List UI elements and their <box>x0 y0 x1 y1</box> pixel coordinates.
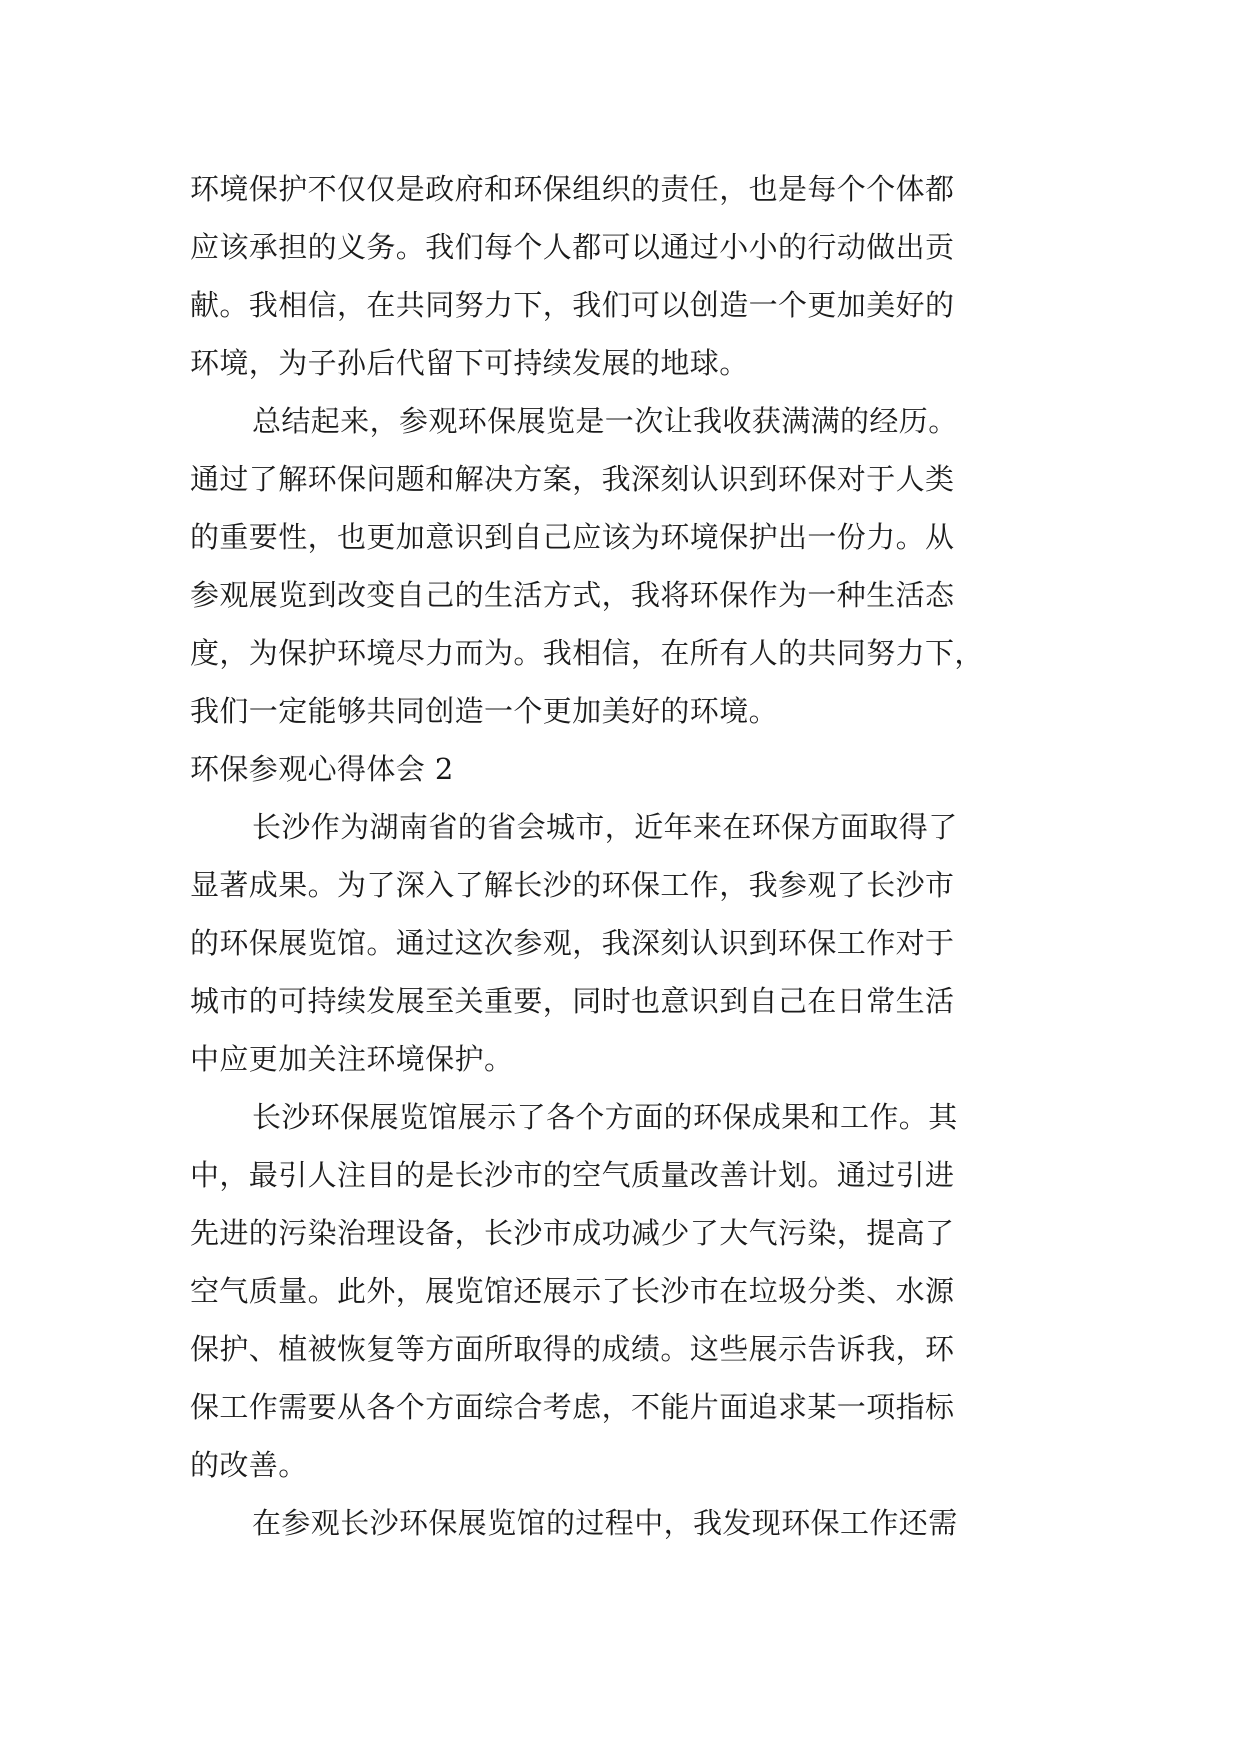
document-body <box>190 160 1050 1552</box>
section-heading: 环保参观心得体会 2 <box>190 752 454 786</box>
text-line: 城市的可持续发展至关重要，同时也意识到自己在日常生活 <box>190 984 955 1018</box>
text-line: 中，最引人注目的是长沙市的空气质量改善计划。通过引进 <box>190 1158 955 1192</box>
text-line: 环境，为子孙后代留下可持续发展的地球。 <box>190 346 749 380</box>
text-line: 献。我相信，在共同努力下，我们可以创造一个更加美好的 <box>190 288 955 322</box>
text-line: 的环保展览馆。通过这次参观，我深刻认识到环保工作对于 <box>190 926 955 960</box>
text-line: 保护、植被恢复等方面所取得的成绩。这些展示告诉我，环 <box>190 1332 955 1366</box>
text-line: 先进的污染治理设备，长沙市成功减少了大气污染，提高了 <box>190 1216 955 1250</box>
text-line: 我们一定能够共同创造一个更加美好的环境。 <box>190 694 779 728</box>
text-line: 通过了解环保问题和解决方案，我深刻认识到环保对于人类 <box>190 462 955 496</box>
text-line: 应该承担的义务。我们每个人都可以通过小小的行动做出贡 <box>190 230 955 264</box>
text-line: 中应更加关注环境保护。 <box>190 1042 514 1076</box>
text-line: 的重要性，也更加意识到自己应该为环境保护出一份力。从 <box>190 520 955 554</box>
text-line: 的改善。 <box>190 1448 308 1482</box>
paragraph-first-line: 长沙作为湖南省的省会城市，近年来在环保方面取得了 <box>252 810 958 844</box>
paragraph-first-line: 总结起来，参观环保展览是一次让我收获满满的经历。 <box>252 404 958 438</box>
text-line: 参观展览到改变自己的生活方式，我将环保作为一种生活态 <box>190 578 955 612</box>
text-line: 空气质量。此外，展览馆还展示了长沙市在垃圾分类、水源 <box>190 1274 955 1308</box>
paragraph-first-line: 在参观长沙环保展览馆的过程中，我发现环保工作还需 <box>252 1506 958 1540</box>
text-line: 显著成果。为了深入了解长沙的环保工作，我参观了长沙市 <box>190 868 955 902</box>
paragraph-first-line: 长沙环保展览馆展示了各个方面的环保成果和工作。其 <box>252 1100 958 1134</box>
text-line: 环境保护不仅仅是政府和环保组织的责任，也是每个个体都 <box>190 172 955 206</box>
text-line: 保工作需要从各个方面综合考虑，不能片面追求某一项指标 <box>190 1390 955 1424</box>
text-line: 度，为保护环境尽力而为。我相信，在所有人的共同努力下， <box>190 636 984 670</box>
